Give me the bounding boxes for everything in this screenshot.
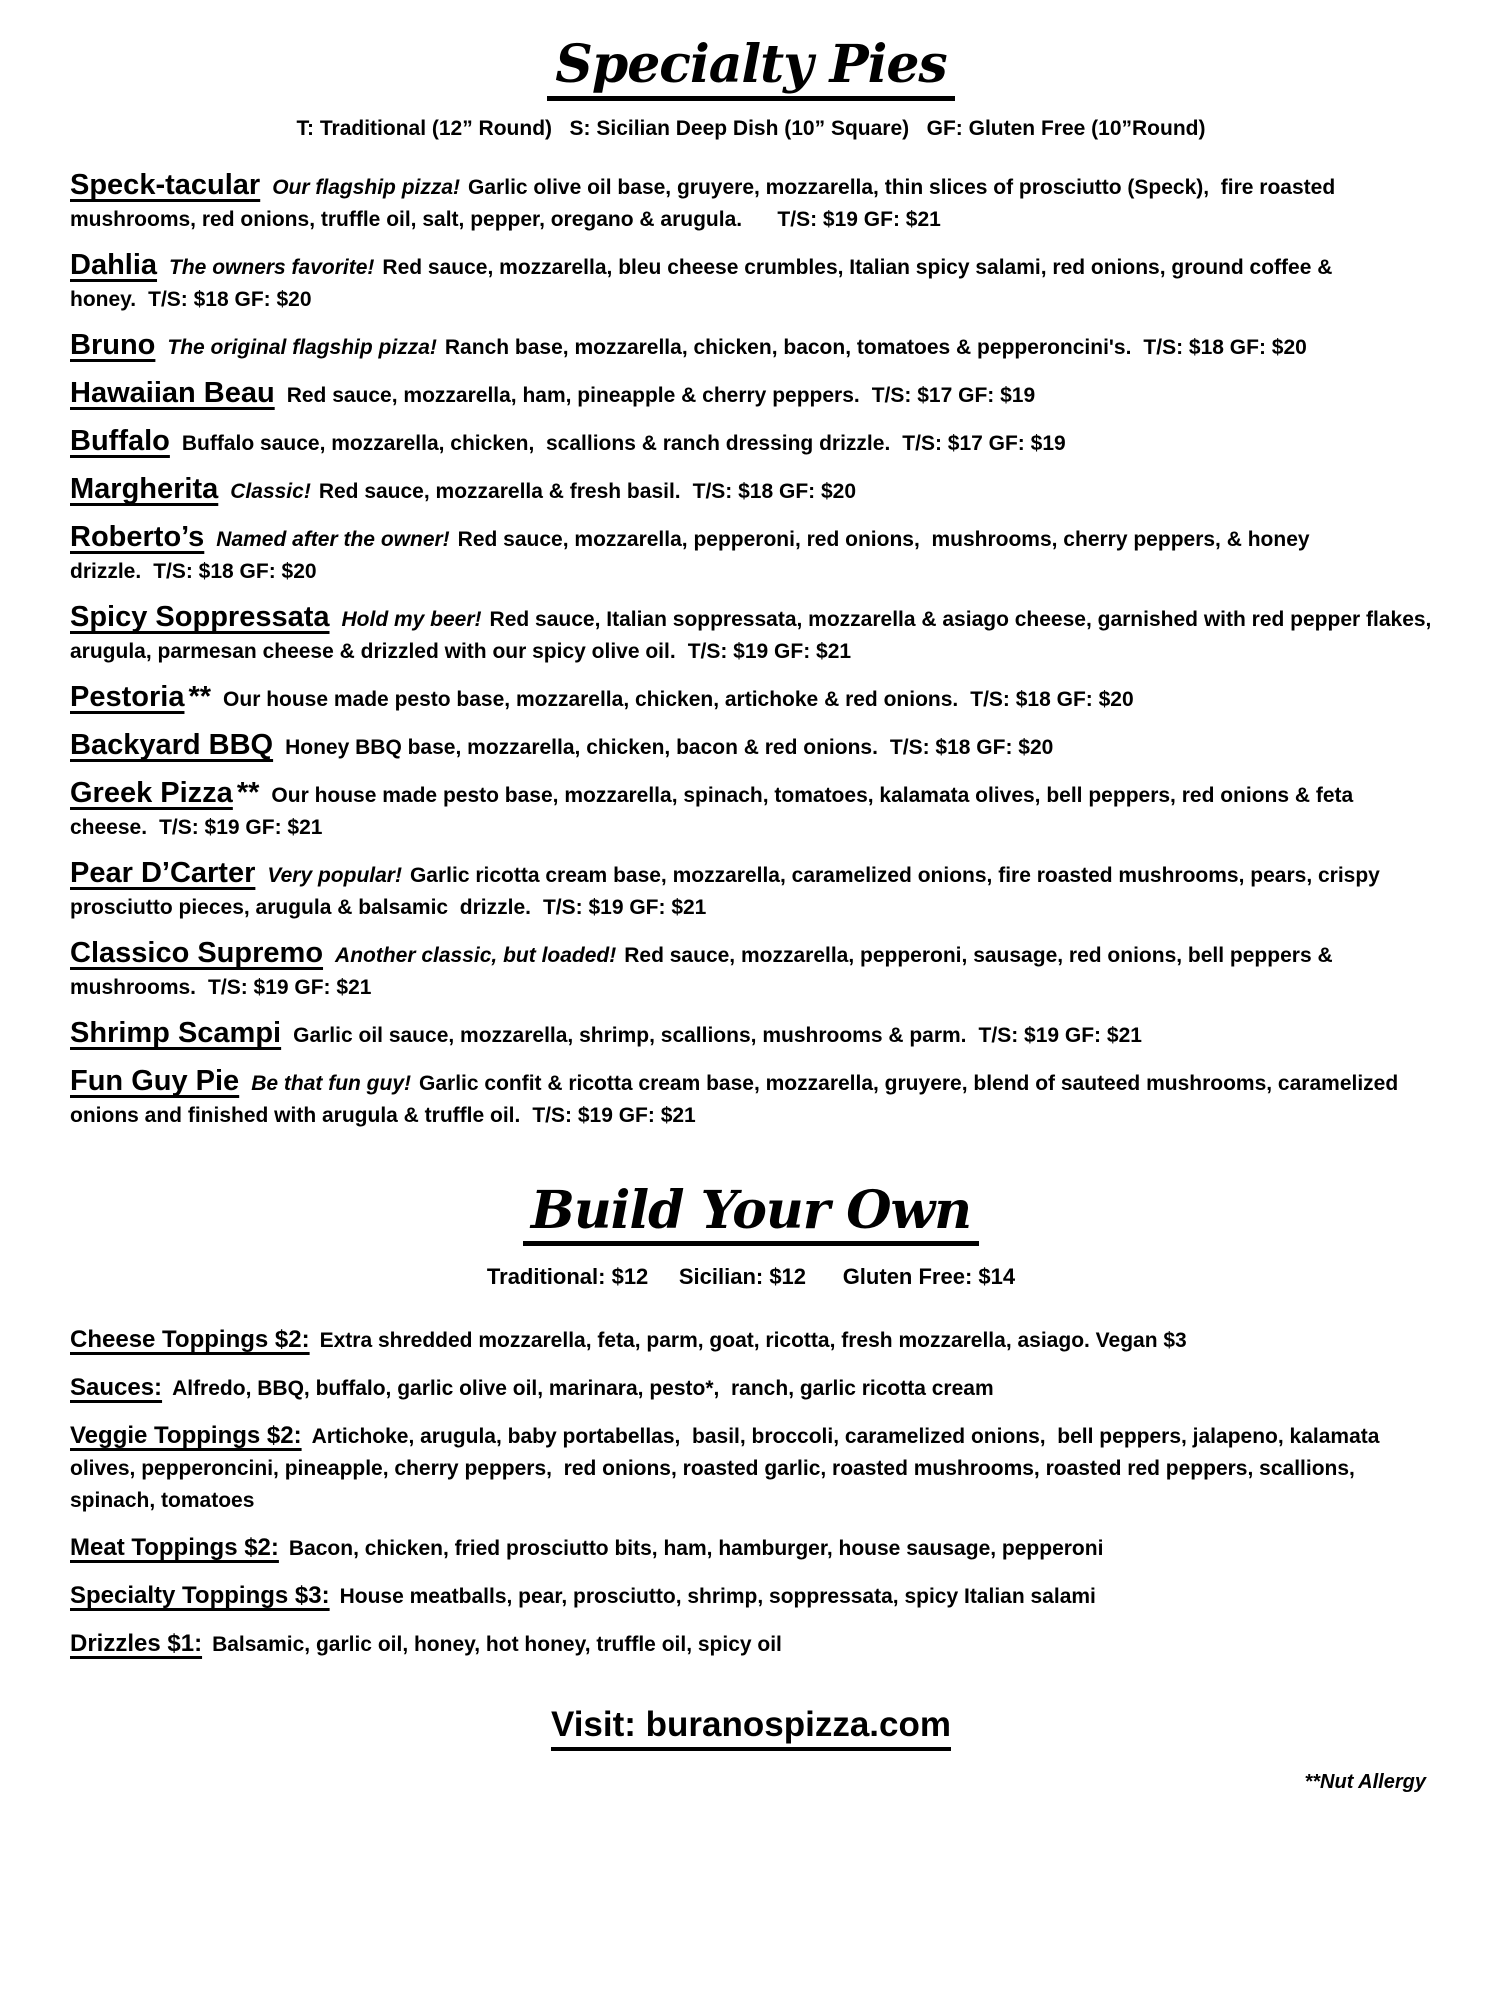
category-label: Sauces: (70, 1374, 163, 1402)
menu-item (70, 1065, 1432, 1132)
build-your-own-title: Build Your Own (523, 1184, 979, 1247)
item-tagline: Be that fun guy! (251, 1071, 412, 1095)
item-price: T/S: $19 GF: $21 (208, 975, 372, 999)
item-name: Hawaiian Beau (70, 376, 275, 409)
item-description: Our house made pesto base, mozzarella, chicken, artichoke & red onions. (223, 687, 959, 711)
topping-category (70, 1628, 1432, 1661)
category-label: Drizzles $1: (70, 1630, 203, 1658)
item-tagline: The original flagship pizza! (167, 335, 437, 359)
item-name: Classico Supremo (70, 936, 324, 969)
item-description: Red sauce, mozzarella, pepperoni, sausage, red onions, bell peppers & mushrooms. (70, 943, 1339, 999)
byo-base-prices: Traditional: $12 Sicilian: $12 Gluten Free: $14 (486, 1264, 1016, 1290)
item-price: T/S: $18 GF: $20 (1143, 335, 1307, 359)
item-name: Buffalo (70, 424, 170, 457)
item-price: T/S: $19 GF: $21 (159, 815, 323, 839)
website-text: Visit: buranospizza.com (551, 1705, 951, 1751)
item-description: Red sauce, mozzarella, bleu cheese crumbles, Italian spicy salami, red onions, ground coffee & honey. (70, 255, 1339, 311)
item-name: Backyard BBQ (70, 728, 274, 761)
item-tagline: Named after the owner! (216, 527, 450, 551)
category-label: Cheese Toppings $2: (70, 1326, 310, 1354)
item-description: Red sauce, mozzarella, ham, pineapple & cherry peppers. (286, 383, 860, 407)
item-name: Shrimp Scampi (70, 1016, 282, 1049)
item-tagline: Our flagship pizza! (272, 175, 461, 199)
item-description: Garlic olive oil base, gruyere, mozzarella, thin slices of prosciutto (Speck), fire roasted mushrooms, red onions, truffle oil, salt, pepper, oregano & arugula. (70, 175, 1341, 231)
item-description: Garlic oil sauce, mozzarella, shrimp, scallions, mushrooms & parm. (293, 1023, 967, 1047)
item-name: Fun Guy Pie (70, 1064, 240, 1097)
category-items: Alfredo, BBQ, buffalo, garlic olive oil, marinara, pesto*, ranch, garlic ricotta cream (172, 1377, 994, 1401)
menu-item (70, 377, 1432, 412)
size-key: T: Traditional (12” Round) S: Sicilian Deep Dish (10” Square) GF: Gluten Free (10”Round) (296, 116, 1206, 140)
category-label: Veggie Toppings $2: (70, 1422, 302, 1450)
category-items: House meatballs, pear, prosciutto, shrimp, soppressata, spicy Italian salami (339, 1585, 1096, 1609)
category-items: Artichoke, arugula, baby portabellas, basil, broccoli, caramelized onions, bell peppers, jalapeno, kalamata olives, pepperoncini, pineapple, cherry peppers, red onions, roasted garlic, roasted mushrooms, roasted red peppers, scallions, spinach, tomatoes (70, 1425, 1386, 1513)
topping-category (70, 1324, 1432, 1357)
menu-item (70, 600, 1438, 668)
item-description: Garlic confit & ricotta cream base, mozzarella, gruyere, blend of sauteed mushrooms, caramelized onions and finished with arugula & truffle oil. (70, 1071, 1405, 1127)
category-items: Bacon, chicken, fried prosciutto bits, ham, hamburger, house sausage, pepperoni (288, 1537, 1104, 1561)
item-name: Speck-tacular (70, 168, 261, 201)
menu-item (70, 249, 1432, 316)
item-tagline: Another classic, but loaded! (335, 943, 617, 967)
nut-allergy-note: **Nut Allergy (1304, 1771, 1426, 1794)
menu-item (70, 729, 1432, 764)
item-price: T/S: $19 GF: $21 (978, 1023, 1142, 1047)
item-tagline: The owners favorite! (169, 255, 375, 279)
menu-item (70, 681, 1432, 716)
topping-category (70, 1372, 1432, 1405)
category-label: Specialty Toppings $3: (70, 1582, 330, 1610)
menu-item (70, 1017, 1432, 1052)
item-price: T/S: $19 GF: $21 (542, 895, 707, 919)
item-name: Greek Pizza (70, 776, 233, 809)
item-price: T/S: $17 GF: $19 (871, 383, 1036, 407)
specialty-items-list (70, 168, 1438, 1132)
item-tagline: Hold my beer! (341, 607, 482, 631)
specialty-pies-header (70, 34, 1432, 101)
menu-item (70, 777, 1432, 844)
category-items: Balsamic, garlic oil, honey, hot honey, truffle oil, spicy oil (212, 1633, 782, 1657)
item-description: Red sauce, mozzarella & fresh basil. (318, 479, 681, 503)
topping-category (70, 1420, 1432, 1517)
item-description: Garlic ricotta cream base, mozzarella, caramelized onions, fire roasted mushrooms, pears, crispy prosciutto pieces, arugula & balsamic drizzle. (70, 863, 1386, 919)
byo-categories-list (70, 1324, 1432, 1661)
category-label: Meat Toppings $2: (70, 1534, 279, 1562)
item-description: Ranch base, mozzarella, chicken, bacon, tomatoes & pepperoncini's. (444, 335, 1132, 359)
item-price: T/S: $19 GF: $21 (754, 207, 941, 231)
menu-item (70, 473, 1432, 508)
item-description: Buffalo sauce, mozzarella, chicken, scallions & ranch dressing drizzle. (181, 431, 891, 455)
item-price: T/S: $19 GF: $21 (532, 1103, 696, 1127)
item-price: T/S: $18 GF: $20 (692, 479, 857, 503)
item-price: T/S: $18 GF: $20 (148, 287, 312, 311)
item-price: T/S: $19 GF: $21 (687, 639, 852, 663)
topping-category (70, 1532, 1432, 1565)
menu-item (70, 425, 1432, 460)
item-name: Spicy Soppressata (70, 600, 330, 633)
item-name: Roberto’s (70, 520, 205, 553)
menu-item (70, 857, 1432, 924)
item-price: T/S: $17 GF: $19 (902, 431, 1066, 455)
item-name: Pear D’Carter (70, 856, 256, 889)
item-name: Bruno (70, 328, 156, 361)
item-price: T/S: $18 GF: $20 (153, 559, 317, 583)
item-tagline: Classic! (230, 479, 311, 503)
item-price: T/S: $18 GF: $20 (889, 735, 1054, 759)
item-name: Dahlia (70, 248, 158, 281)
build-your-own-header (70, 1179, 1432, 1247)
menu-item (70, 329, 1432, 364)
item-tagline: Very popular! (267, 863, 402, 887)
item-name: Margherita (70, 472, 219, 505)
topping-category (70, 1580, 1432, 1613)
menu-item (70, 937, 1432, 1004)
footer (70, 1705, 1432, 1751)
menu-item (70, 169, 1432, 236)
item-description: Our house made pesto base, mozzarella, spinach, tomatoes, kalamata olives, bell peppers, red onions & feta cheese. (70, 783, 1360, 839)
item-description: Honey BBQ base, mozzarella, chicken, bacon & red onions. (285, 735, 878, 759)
specialty-pies-title: Specialty Pies (547, 38, 954, 101)
item-allergy-marker: ** (188, 680, 212, 713)
item-price: T/S: $18 GF: $20 (970, 687, 1134, 711)
item-allergy-marker: ** (236, 776, 260, 809)
menu-item (70, 521, 1432, 588)
item-description: Red sauce, Italian soppressata, mozzarella & asiago cheese, garnished with red pepper flakes, arugula, parmesan cheese & drizzled with our spicy olive oil. (70, 607, 1438, 663)
item-description: Red sauce, mozzarella, pepperoni, red onions, mushrooms, cherry peppers, & honey drizzle. (70, 527, 1316, 583)
category-items: Extra shredded mozzarella, feta, parm, goat, ricotta, fresh mozzarella, asiago. Vegan $3 (319, 1329, 1187, 1353)
item-name: Pestoria (70, 680, 185, 713)
